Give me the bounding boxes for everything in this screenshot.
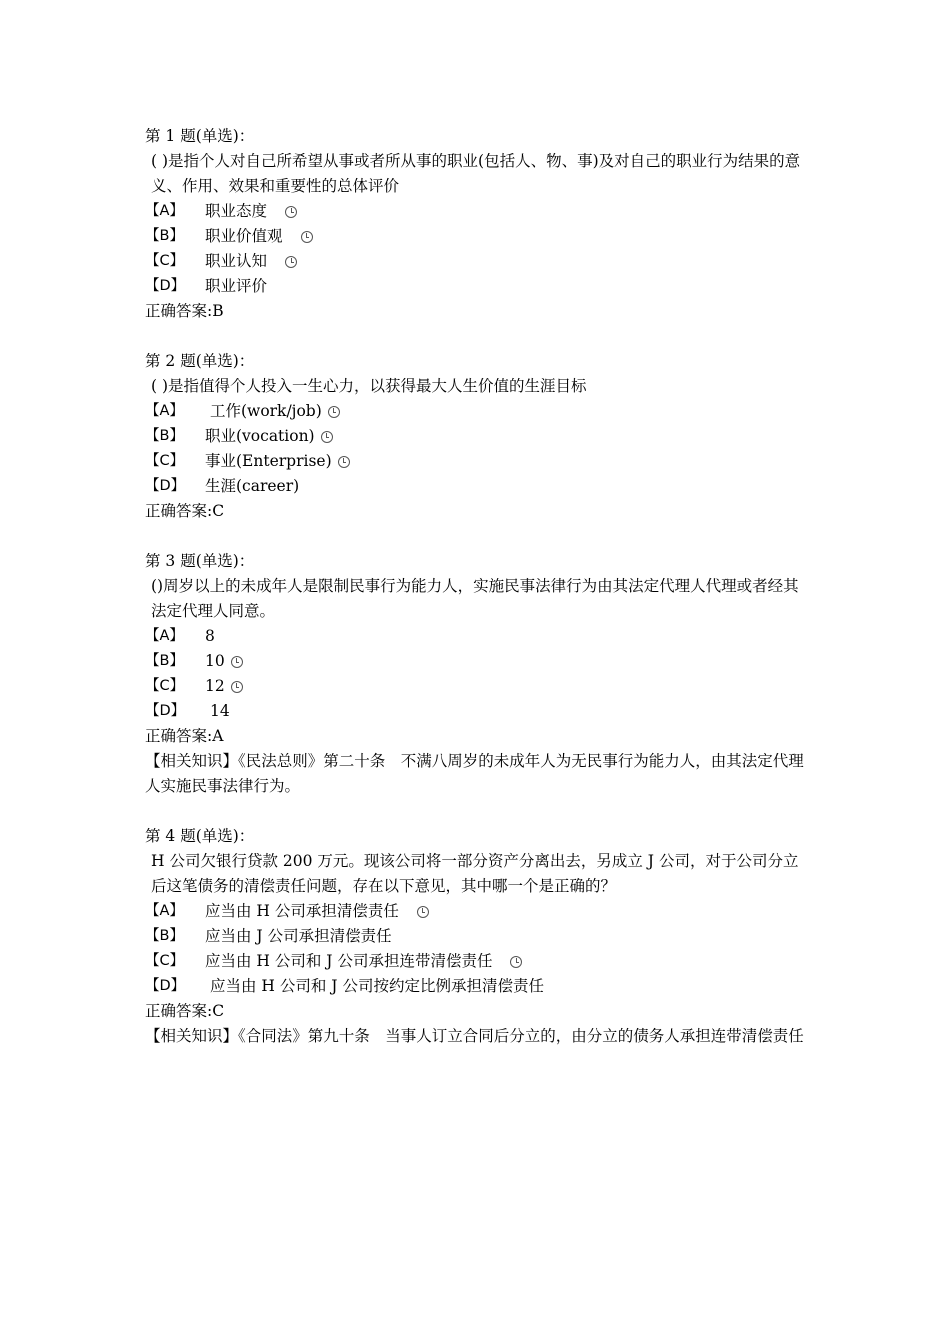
option-text: 职业(vocation): [205, 427, 315, 445]
spacer: [145, 324, 810, 349]
clock-icon: [301, 231, 313, 243]
option-label: 【B】: [145, 428, 184, 444]
option-text: 事业(Enterprise): [205, 452, 332, 470]
option-d: [145, 974, 810, 999]
question-header: 第 1 题(单选)：: [145, 127, 255, 145]
clock-icon: [285, 206, 297, 218]
option-b: [145, 924, 810, 949]
option-label: 【A】: [145, 403, 184, 419]
option-d: [145, 274, 810, 299]
option-text: 应当由 H 公司承担清偿责任: [205, 902, 399, 920]
option-a: [145, 199, 810, 224]
question-2: [145, 349, 810, 524]
option-label: 【D】: [145, 978, 186, 994]
related-knowledge: 【相关知识】《民法总则》第二十条 不满八周岁的未成年人为无民事行为能力人，由其法定代理人实施民事法律行为。: [145, 752, 804, 795]
clock-icon: [328, 406, 340, 418]
option-c: [145, 949, 810, 974]
question-4: [145, 824, 810, 1049]
correct-answer: 正确答案:C: [145, 502, 225, 520]
option-b: [145, 424, 810, 449]
option-label: 【B】: [145, 928, 184, 944]
option-text: 职业价值观: [205, 227, 283, 245]
option-label: 【C】: [145, 253, 185, 269]
option-text: 职业认知: [205, 252, 268, 270]
option-label: 【B】: [145, 653, 184, 669]
question-stem: ()周岁以上的未成年人是限制民事行为能力人，实施民事法律行为由其法定代理人代理或者经其法定代理人同意。: [151, 577, 799, 620]
option-text: 8: [205, 627, 215, 645]
option-a: [145, 399, 810, 424]
option-label: 【C】: [145, 953, 185, 969]
option-text: 应当由 H 公司和 J 公司按约定比例承担清偿责任: [210, 977, 544, 995]
option-label: 【D】: [145, 278, 186, 294]
question-3: [145, 549, 810, 799]
clock-icon: [285, 256, 297, 268]
clock-icon: [321, 431, 333, 443]
clock-icon: [417, 906, 429, 918]
option-label: 【D】: [145, 703, 186, 719]
option-text: 14: [210, 702, 230, 720]
correct-answer: 正确答案:B: [145, 302, 224, 320]
option-label: 【B】: [145, 228, 184, 244]
option-b: [145, 649, 810, 674]
option-text: 应当由 H 公司和 J 公司承担连带清偿责任: [205, 952, 493, 970]
option-d: [145, 474, 810, 499]
clock-icon: [231, 656, 243, 668]
option-label: 【D】: [145, 478, 186, 494]
correct-answer: 正确答案:C: [145, 1002, 225, 1020]
option-label: 【A】: [145, 203, 184, 219]
option-text: 12: [205, 677, 225, 695]
option-text: 职业态度: [205, 202, 268, 220]
option-text: 10: [205, 652, 225, 670]
question-1: [145, 124, 810, 324]
question-stem: ( )是指个人对自己所希望从事或者所从事的职业(包括人、物、事)及对自己的职业行为结果的意义、作用、效果和重要性的总体评价: [151, 152, 801, 195]
option-label: 【A】: [145, 903, 184, 919]
clock-icon: [338, 456, 350, 468]
option-label: 【C】: [145, 453, 185, 469]
option-text: 生涯(career): [205, 477, 300, 495]
option-b: [145, 224, 810, 249]
option-c: [145, 449, 810, 474]
question-stem: H 公司欠银行贷款 200 万元。现该公司将一部分资产分离出去，另成立 J 公司，对于公司分立后这笔债务的清偿责任问题，存在以下意见，其中哪一个是正确的？: [151, 852, 799, 895]
option-c: [145, 674, 810, 699]
option-text: 职业评价: [205, 277, 268, 295]
spacer: [145, 524, 810, 549]
option-text: 工作(work/job): [210, 402, 322, 420]
correct-answer: 正确答案:A: [145, 727, 224, 745]
option-d: [145, 699, 810, 724]
option-label: 【C】: [145, 678, 185, 694]
document-page: [145, 124, 810, 1049]
spacer: [145, 799, 810, 824]
option-label: 【A】: [145, 628, 184, 644]
clock-icon: [510, 956, 522, 968]
question-stem: ( )是指值得个人投入一生心力，以获得最大人生价值的生涯目标: [151, 377, 587, 395]
option-text: 应当由 J 公司承担清偿责任: [205, 927, 392, 945]
question-header: 第 2 题(单选)：: [145, 352, 255, 370]
option-c: [145, 249, 810, 274]
question-header: 第 3 题(单选)：: [145, 552, 255, 570]
related-knowledge: 【相关知识】《合同法》第九十条 当事人订立合同后分立的，由分立的债务人承担连带清偿责任: [145, 1027, 804, 1045]
option-a: [145, 899, 810, 924]
clock-icon: [231, 681, 243, 693]
option-a: [145, 624, 810, 649]
question-header: 第 4 题(单选)：: [145, 827, 255, 845]
